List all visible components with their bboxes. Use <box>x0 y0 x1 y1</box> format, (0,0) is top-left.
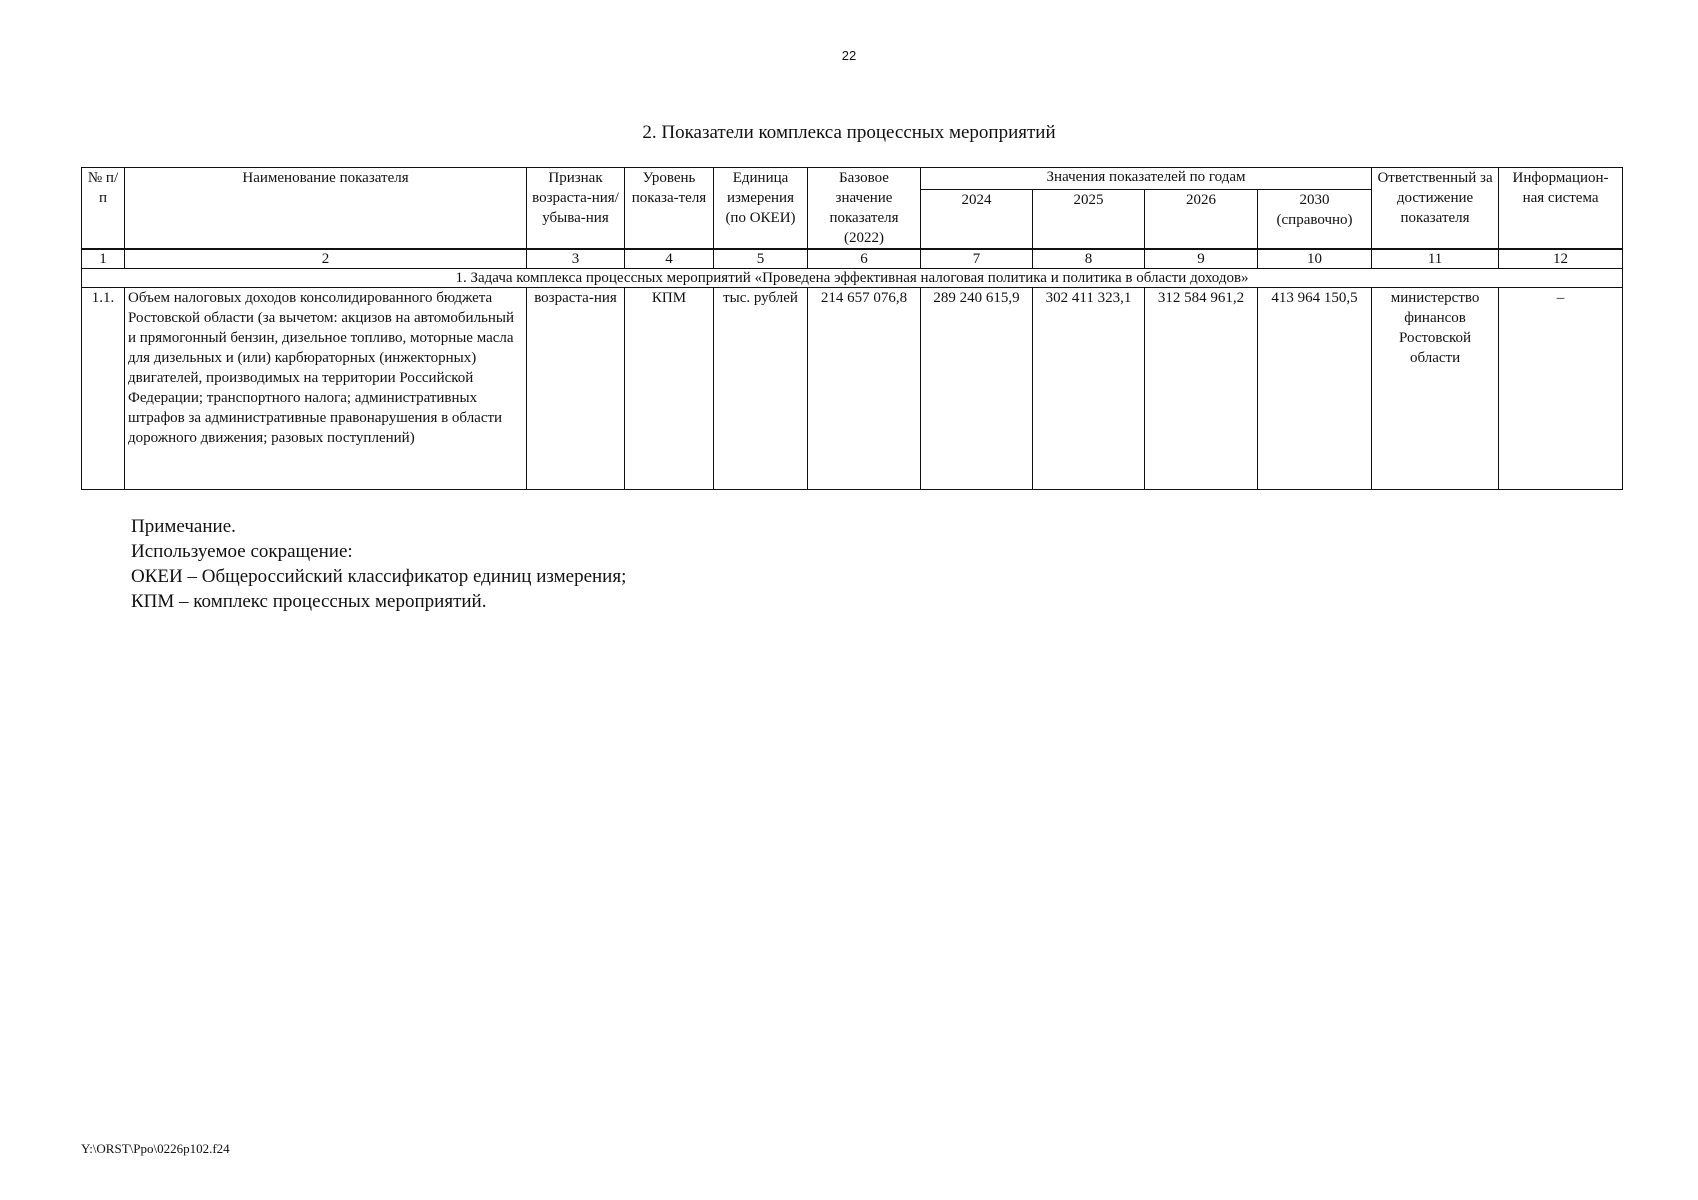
notes-kpm: КПМ – комплекс процессных мероприятий. <box>131 591 487 612</box>
column-number: 4 <box>625 249 714 269</box>
page-number: 22 <box>841 48 857 63</box>
footer-file-path: Y:\ORST\Ppo\0226p102.f24 <box>81 1141 230 1156</box>
notes-abbr-label: Используемое сокращение: <box>131 541 353 562</box>
column-number: 11 <box>1372 249 1499 269</box>
row-sign: возраста-ния <box>527 288 625 490</box>
header-responsible: Ответственный за достижение показателя <box>1372 168 1499 250</box>
header-values-group: Значения показателей по годам <box>921 168 1372 190</box>
row-infosystem: – <box>1499 288 1623 490</box>
row-unit: тыс. рублей <box>714 288 808 490</box>
header-level: Уровень показа-теля <box>625 168 714 250</box>
column-number: 6 <box>808 249 921 269</box>
notes-title: Примечание. <box>131 516 236 537</box>
column-numbers-row <box>82 249 1623 269</box>
header-num: № п/п <box>82 168 125 250</box>
column-number: 8 <box>1033 249 1145 269</box>
header-row-1 <box>82 168 1623 190</box>
header-year-2030: 2030 (справочно) <box>1258 189 1372 249</box>
header-base: Базовое значение показателя (2022) <box>808 168 921 250</box>
row-responsible: министерство финансов Ростовской области <box>1372 288 1499 490</box>
column-number: 5 <box>714 249 808 269</box>
row-indicator-name: Объем налоговых доходов консолидированного бюджета Ростовской области (за вычетом: акцизов на автомобильный и прямогонный бензин, дизельное топливо, моторные масла для дизельных и (или) карбюраторных (инжекторных) двигателей, производимых на территории Российской Федерации; транспортного налога; административных штрафов за административные правонарушения в области дорожного движения; разовых поступлений) <box>125 288 527 490</box>
column-number: 2 <box>125 249 527 269</box>
header-name: Наименование показателя <box>125 168 527 250</box>
notes-block <box>131 514 626 614</box>
row-num: 1.1. <box>82 288 125 490</box>
table-row <box>82 288 1623 490</box>
column-number: 7 <box>921 249 1033 269</box>
column-number: 9 <box>1145 249 1258 269</box>
row-value-2024: 289 240 615,9 <box>921 288 1033 490</box>
header-year-2024: 2024 <box>921 189 1033 249</box>
header-infosystem: Информацион-ная система <box>1499 168 1623 250</box>
row-value-2026: 312 584 961,2 <box>1145 288 1258 490</box>
header-year-2025: 2025 <box>1033 189 1145 249</box>
header-year-2026: 2026 <box>1145 189 1258 249</box>
header-unit: Единица измерения (по ОКЕИ) <box>714 168 808 250</box>
column-number: 10 <box>1258 249 1372 269</box>
row-value-2025: 302 411 323,1 <box>1033 288 1145 490</box>
column-number: 12 <box>1499 249 1623 269</box>
section-title: 2. Показатели комплекса процессных мероприятий <box>642 122 1056 143</box>
notes-okei: ОКЕИ – Общероссийский классификатор единиц измерения; <box>131 566 627 587</box>
column-number: 1 <box>82 249 125 269</box>
row-value-2030: 413 964 150,5 <box>1258 288 1372 490</box>
row-level: КПМ <box>625 288 714 490</box>
indicators-table <box>81 167 1623 490</box>
task-row <box>82 269 1623 288</box>
column-number: 3 <box>527 249 625 269</box>
header-sign: Признак возраста-ния/убыва-ния <box>527 168 625 250</box>
row-base-value: 214 657 076,8 <box>808 288 921 490</box>
task-title: 1. Задача комплекса процессных мероприятий «Проведена эффективная налоговая политика и политика в области доходов» <box>82 269 1623 288</box>
